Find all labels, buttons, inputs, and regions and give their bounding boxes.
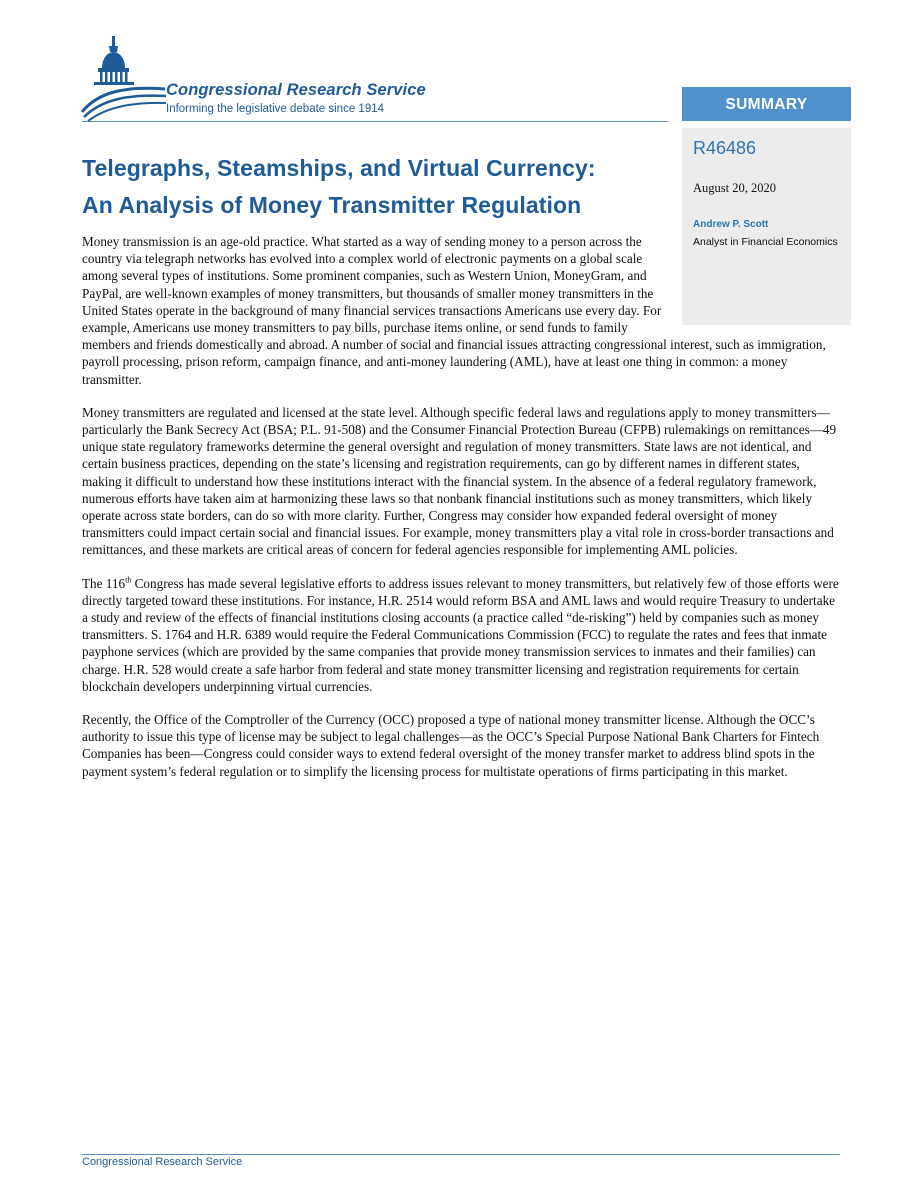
paragraph-2: Money transmitters are regulated and licensed at the state level. Although specific federal laws and regulations apply to money transmitters—particularly the Bank Secrecy Act (BSA; P.L. 91-508) and the Consumer Financial Protection Bureau (CFPB) rulemakings on remittances—49 unique state regulatory frameworks determine the general oversight and regulation of money transmitters. State laws are not identical, and certain business practices, depending on the state’s licensing and registration requirements, can go by different names in different states, making it difficult to understand how these institutions interact with the financial system. In the absence of a federal regulatory framework, numerous efforts have taken aim at harmonizing these laws so that nonbank financial institutions such as money transmitters, which likely operate across state borders, can do so with more clarity. Further, Congress may consider how expanded federal oversight of money transmitters could impact certain social and financial issues. For example, money transmitters play a vital role in cross-border transactions and remittances, and these markets are critical areas of concern for federal agencies responsible for implementing AML policies. bbox=[82, 404, 837, 558]
report-number: R46486 bbox=[693, 138, 757, 158]
header-divider bbox=[82, 121, 668, 122]
summary-banner: SUMMARY bbox=[682, 87, 851, 121]
footer-text: Congressional Research Service bbox=[82, 1156, 243, 1168]
paragraph-3-rest: Congress has made several legislative efforts to address issues relevant to money transmitters, but relatively few of those efforts were directly targeted toward these institutions. For instance, H.R. 2514 would reform BSA and AML laws and would require Treasury to undertake a study and review of the effects of financial institutions closing accounts (a practice called “de-risking”) held by companies such as money transmitters. S. 1764 and H.R. 6389 would require the Federal Communications Commission (FCC) to regulate the rates and fees that inmate payphone services (which are provided by the same companies that provide money transmission services to inmates and their families) can charge. H.R. 528 would create a safe harbor from federal and state money transmitter licensing and registration requirements for certain blockchain developers underpinning virtual currencies. bbox=[82, 575, 839, 694]
page-title bbox=[82, 150, 682, 224]
footer-divider bbox=[82, 1154, 840, 1155]
author-title: Analyst in Financial Economics bbox=[693, 236, 838, 248]
capitol-dome-icon bbox=[80, 34, 170, 122]
sidebar-spacer bbox=[664, 233, 840, 329]
paragraph-3 bbox=[82, 575, 840, 695]
ordinal-suffix: th bbox=[125, 575, 132, 585]
summary-body bbox=[82, 233, 840, 796]
paragraph-3-lead: The 116 bbox=[82, 575, 126, 591]
paragraph-1: Money transmission is an age-old practice. What started as a way of sending money to a person across the country via telegraph networks has evolved into a complex world of electronic payments on a global scale among several types of institutions. Some prominent companies, such as Western Union, MoneyGram, and PayPal, are well-known examples of money transmitters, but thousands of smaller money transmitters in the United States operate in the background of many financial services transactions Americans use every day. For example, Americans use money transmitters to pay bills, purchase items online, or send funds to family members and friends domestically and abroad. A number of social and financial issues attracting congressional interest, such as immigration, payroll processing, prison reform, campaign finance, and anti-money laundering (AML), have at least one thing in common: a money transmitter. bbox=[82, 234, 826, 387]
title-line-1: Telegraphs, Steamships, and Virtual Currency: bbox=[82, 155, 596, 181]
org-tagline: Informing the legislative debate since 1914 bbox=[166, 103, 385, 115]
author-name: Andrew P. Scott bbox=[693, 219, 769, 230]
org-name: Congressional Research Service bbox=[166, 81, 426, 99]
paragraph-4: Recently, the Office of the Comptroller of the Currency (OCC) proposed a type of national money transmitter license. Although the OCC’s authority to issue this type of license may be subject to legal challenges—as the OCC’s Special Purpose National Bank Charters for Fintech Companies has been—Congress could consider ways to extend federal oversight of the money transfer market to address blind spots in the payment system’s federal regulation or to simplify the licensing process for multistate operations of firms participating in this market. bbox=[82, 712, 820, 779]
report-date: August 20, 2020 bbox=[693, 181, 776, 195]
title-line-2: An Analysis of Money Transmitter Regulation bbox=[82, 192, 582, 218]
